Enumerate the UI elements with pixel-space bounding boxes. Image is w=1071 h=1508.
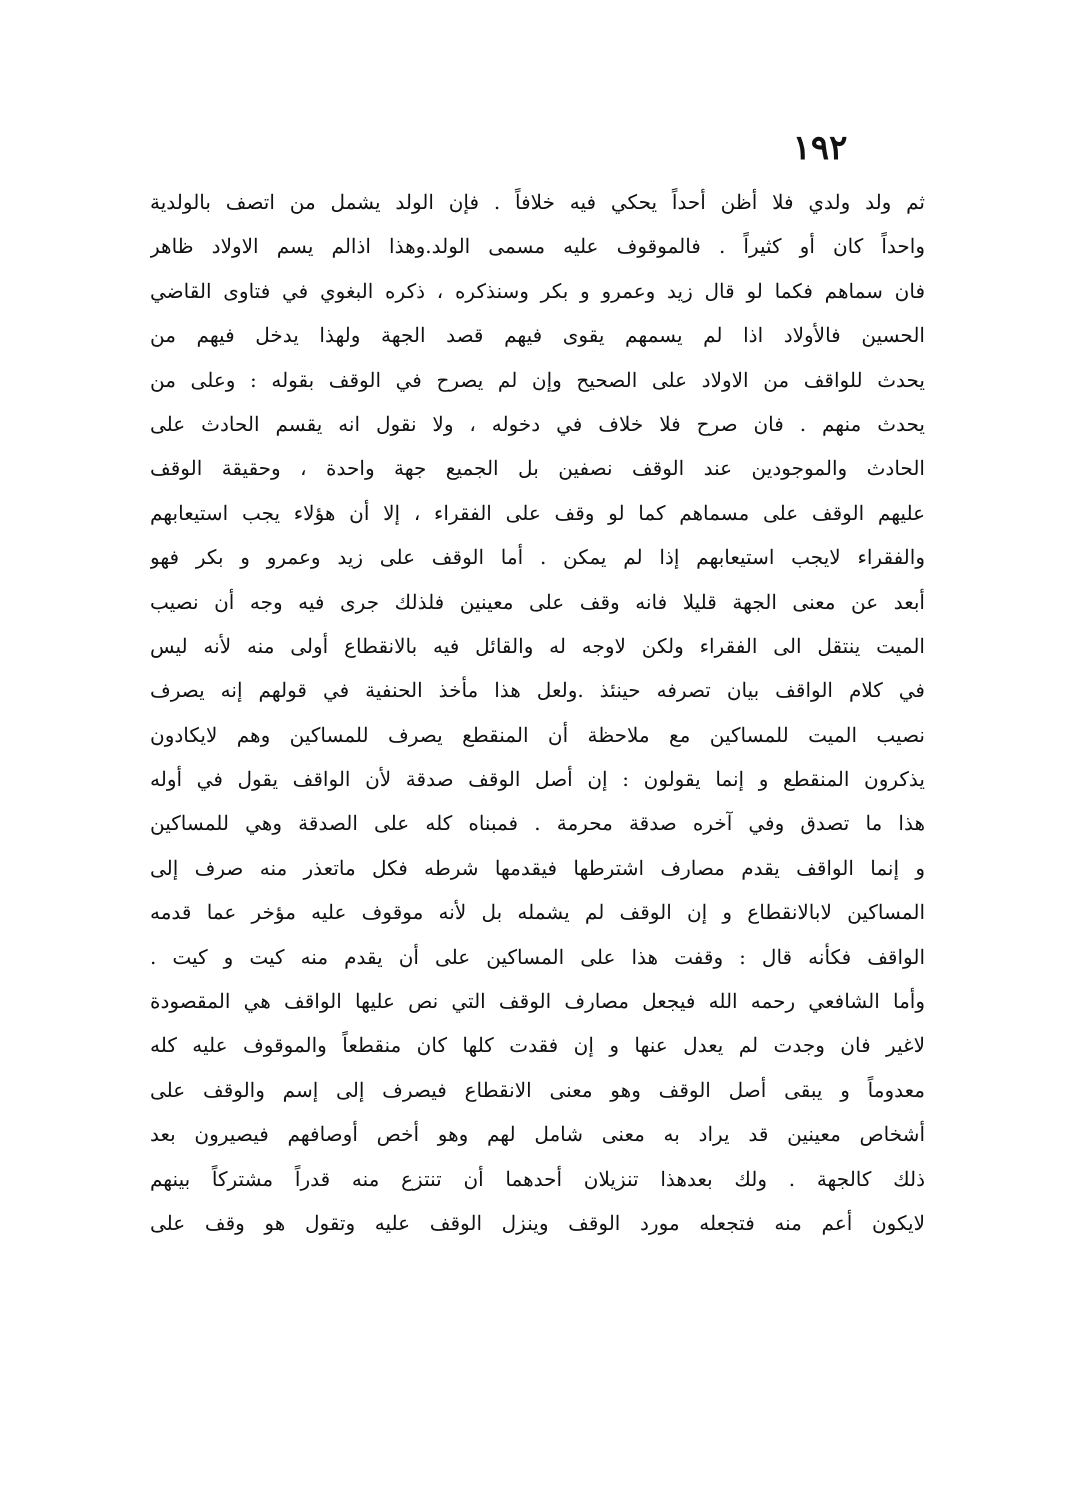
text-line: أشخاص معينين قد يراد به معنى شامل لهم وهو أخص أوصافهم فيصيرون بعد (150, 1122, 925, 1147)
text-line: يحدث للواقف من الاولاد على الصحيح وإن لم يصرح في الوقف بقوله : وعلى من (150, 367, 925, 392)
text-line: يحدث منهم . فان صرح فلا خلاف في دخوله ، ولا نقول انه يقسم الحادث على (150, 411, 925, 436)
text-line: وأما الشافعي رحمه الله فيجعل مصارف الوقف التي نص عليها الواقف هي المقصودة (150, 989, 925, 1014)
text-line: لاغير فان وجدت لم يعدل عنها و إن فقدت كلها كان منقطعاً والموقوف عليه كله (150, 1033, 925, 1058)
text-line: الميت ينتقل الى الفقراء ولكن لاوجه له والقائل فيه بالانقطاع أولى منه لأنه ليس (150, 633, 925, 658)
text-line: هذا ما تصدق وفي آخره صدقة محرمة . فمبناه كله على الصدقة وهي للمساكين (150, 811, 925, 836)
text-line: واحداً كان أو كثيراً . فالموقوف عليه مسمى الولد.وهذا اذالم يسم الاولاد ظاهر (150, 234, 925, 259)
text-line: فان سماهم فكما لو قال زيد وعمرو و بكر وسنذكره ، ذكره البغوي في فتاوى القاضي (150, 278, 925, 303)
text-line: الحادث والموجودين عند الوقف نصفين بل الجميع جهة واحدة ، وحقيقة الوقف (150, 456, 925, 481)
text-line: لايكون أعم منه فتجعله مورد الوقف وينزل الوقف عليه وتقول هو وقف على (150, 1210, 925, 1235)
text-line: معدوماً و يبقى أصل الوقف وهو معنى الانقطاع فيصرف إلى إسم والوقف على (150, 1077, 925, 1102)
text-line: و إنما الواقف يقدم مصارف اشترطها فيقدمها شرطه فكل ماتعذر منه صرف إلى (150, 855, 925, 880)
text-line: عليهم الوقف على مسماهم كما لو وقف على الفقراء ، إلا أن هؤلاء يجب استيعابهم (150, 500, 925, 525)
text-line: يذكرون المنقطع و إنما يقولون : إن أصل الوقف صدقة لأن الواقف يقول في أوله (150, 767, 925, 792)
text-line: ذلك كالجهة . ولك بعدهذا تنزيلان أحدهما أن تنتزع منه قدراً مشتركاً بينهم (150, 1166, 925, 1191)
text-line: والفقراء لايجب استيعابهم إذا لم يمكن . أما الوقف على زيد وعمرو و بكر فهو (150, 545, 925, 570)
text-line: ثم ولد ولدي فلا أظن أحداً يحكي فيه خلافاً . فإن الولد يشمل من اتصف بالولدية (150, 190, 925, 214)
text-line: المساكين لابالانقطاع و إن الوقف لم يشمله بل لأنه موقوف عليه مؤخر عما قدمه (150, 900, 925, 925)
text-line: الواقف فكأنه قال : وقفت هذا على المساكين على أن يقدم منه كيت و كيت . (150, 944, 925, 969)
text-line: في كلام الواقف بيان تصرفه حينئذ .ولعل هذا مأخذ الحنفية في قولهم إنه يصرف (150, 678, 925, 703)
page-number: ١٩٢ (792, 128, 848, 168)
text-line: نصيب الميت للمساكين مع ملاحظة أن المنقطع يصرف للمساكين وهم لايكادون (150, 722, 925, 747)
text-line: الحسين فالأولاد اذا لم يسمهم يقوى فيهم قصد الجهة ولهذا يدخل فيهم من (150, 323, 925, 348)
body-text (150, 180, 925, 1245)
text-line: أبعد عن معنى الجهة قليلا فانه وقف على معينين فلذلك جرى فيه وجه أن نصيب (150, 589, 925, 614)
